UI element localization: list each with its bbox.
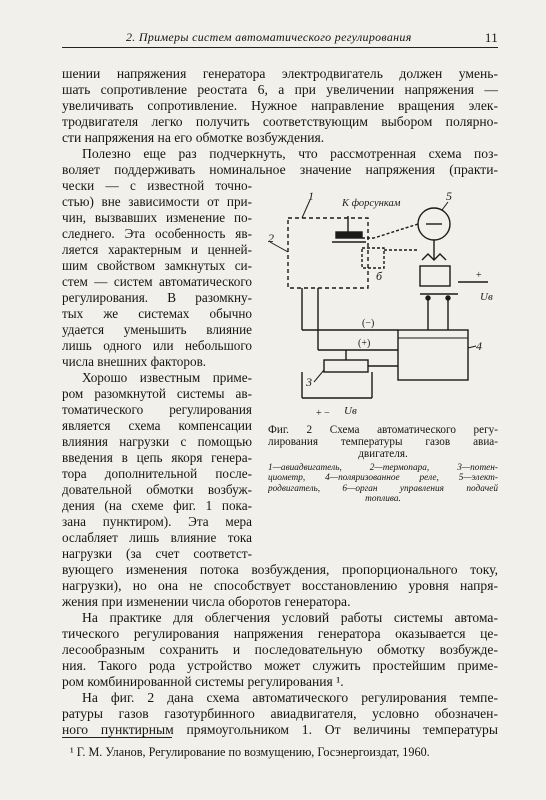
- legend-line: родвигатель, 6—орган управления подачей: [268, 483, 498, 494]
- wrap-line: томатического регулирования: [62, 402, 252, 417]
- wrap-line: чин, вызвавших изменение по-: [62, 210, 252, 225]
- wrap-line: удается уменьшить влияние: [62, 322, 252, 337]
- footnote-rule: [62, 737, 172, 738]
- body-line: шать сопротивление реостата 6, а при увеличении напряжения —: [62, 82, 498, 97]
- legend-line: циометр, 4—поляризованное реле, 5—элект-: [268, 473, 498, 484]
- body-line: На практике для облегчения условий работы системы автома-: [82, 610, 498, 625]
- control-schematic: [262, 190, 498, 422]
- wrap-line: шим свойством замкнутых си-: [62, 258, 252, 273]
- body-line: увеличивать сопротивление. Нужное направление вращения элек-: [62, 98, 498, 113]
- label-ub-right: Uв: [480, 291, 493, 303]
- label-ub-bottom: Uв: [344, 405, 357, 417]
- wrap-line: является схема компенсации: [62, 418, 252, 433]
- minus-label: (−): [362, 318, 375, 329]
- minus-terminal: + −: [316, 408, 330, 419]
- body-line: тродвигателя легко получить соответствующим выбором полярно-: [62, 114, 498, 129]
- body-line: нагрузки), но она не способствует восстановлению уровня напря-: [62, 578, 498, 593]
- running-head-title: 2. Примеры систем автоматического регулирования: [126, 30, 412, 44]
- wrap-line: нагрузки (за счет соответст-: [62, 546, 252, 561]
- wrap-line: стем — систем автоматического: [62, 274, 252, 289]
- header-rule: [62, 47, 498, 48]
- leader-line-3: [314, 370, 324, 382]
- body-line: вующего изменения потока возбуждения, пропорционального току,: [62, 562, 498, 577]
- figure-2: [262, 190, 498, 450]
- motor-shaft-link: [374, 224, 418, 238]
- label-3: 3: [306, 375, 312, 389]
- caption-line: лирования температуры газов авиа-: [268, 436, 498, 448]
- control-organ-6: [362, 248, 384, 268]
- caption-line: Фиг. 2 Схема автоматического регу-: [268, 424, 498, 436]
- body-line: жения при изменении числа оборотов генератора.: [62, 594, 351, 609]
- wrap-line: довательной обмотки возбуж-: [62, 482, 252, 497]
- wrap-line: чески — с известной точно-: [62, 178, 252, 193]
- label-4: 4: [476, 339, 482, 353]
- page-number: 11: [484, 30, 498, 45]
- body-line: ного пунктирным прямоугольником 1. От величины температуры: [62, 722, 498, 737]
- caption-line: двигателя.: [358, 448, 408, 460]
- injectors-label: К форсункам: [342, 198, 401, 209]
- body-line: На фиг. 2 дана схема автоматического регулирования темпе-: [82, 690, 498, 705]
- body-line: сти напряжения на его обмотке возбуждения.: [62, 130, 325, 145]
- wrap-line: лишь одного или небольшого: [62, 338, 252, 353]
- wrap-line: дения (на схеме фиг. 1 пока-: [62, 498, 252, 513]
- wrap-line: ляется характерным и ценней-: [62, 242, 252, 257]
- label-6: б: [376, 269, 383, 283]
- legend-line: топлива.: [365, 494, 401, 505]
- body-line: воляет поддерживать номинальное значение напряжения (практи-: [62, 162, 498, 177]
- label-1: 1: [308, 190, 314, 203]
- wrap-line: ром разомкнутой системы ав-: [62, 386, 252, 401]
- body-line: шении напряжения генератора электродвигатель должен умень-: [62, 66, 498, 81]
- wrap-line: тых же системах обычно: [62, 306, 252, 321]
- body-line: Полезно еще раз подчеркнуть, что рассмотренная схема поз-: [82, 146, 498, 161]
- body-line: ния. Такого рода устройство может служить простейшим приме-: [62, 658, 498, 673]
- wrap-line: ослабляет лишь влияние тока: [62, 530, 252, 545]
- wrap-line: влияния нагрузки с помощью: [62, 434, 252, 449]
- leader-line-4: [468, 346, 476, 348]
- potentiometer: [324, 360, 368, 372]
- label-5: 5: [446, 190, 452, 203]
- label-2: 2: [268, 231, 274, 245]
- plus-label: (+): [358, 338, 371, 349]
- footnote: ¹ Г. М. Уланов, Регулирование по возмущению, Госэнергоиздат, 1960.: [70, 745, 430, 759]
- wrap-line: зана пунктиром). Эта мера: [62, 514, 252, 529]
- wrap-line: следнего. Эта особенность яв-: [62, 226, 252, 241]
- running-head: [62, 30, 498, 46]
- legend-line: 1—авиадвигатель, 2—термопара, 3—потен-: [268, 463, 498, 473]
- wrap-line: стью) вне зависимости от при-: [62, 194, 252, 209]
- figure-legend: [268, 463, 498, 505]
- leader-line-5: [442, 202, 448, 210]
- body-line: тического регулирования напряжения генератора оказывается це-: [62, 626, 498, 641]
- body-line: ратуры газов газотурбинного авиадвигателя, условно обозначен-: [62, 706, 498, 721]
- wrap-line: регулирования. В разомкну-: [62, 290, 252, 305]
- body-line: ром комбинированной системы регулирования ¹.: [62, 674, 344, 689]
- plus-sign: +: [476, 270, 482, 281]
- fuel-valve: [336, 232, 362, 238]
- wrap-line: числа внешних факторов.: [62, 354, 207, 369]
- body-line: лесообразным сохранить и последовательную обмотку возбужде-: [62, 642, 498, 657]
- figure-caption: [268, 424, 498, 460]
- wrap-line: Хорошо известным приме-: [82, 370, 252, 385]
- relay-contacts: [420, 266, 450, 286]
- wrap-line: введения в цепь якоря генера-: [62, 450, 252, 465]
- wrap-line: тора дополнительной после-: [62, 466, 252, 481]
- engine-dashed-box: [288, 218, 368, 288]
